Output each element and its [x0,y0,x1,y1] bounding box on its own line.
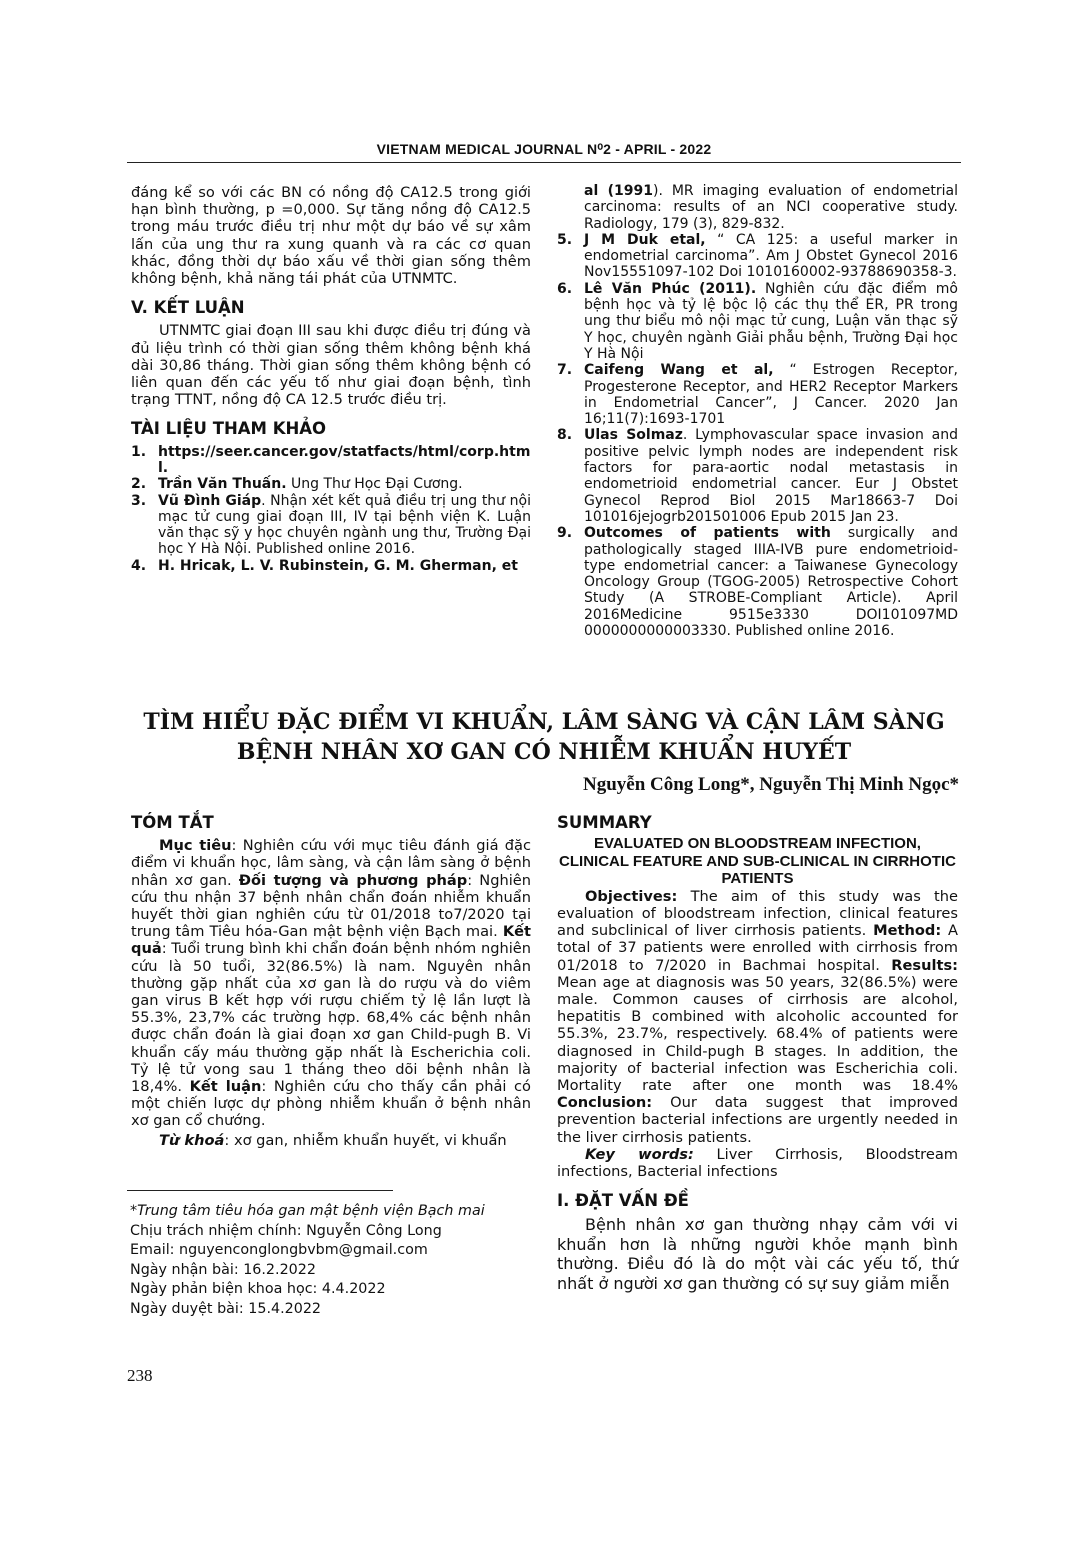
intro-text: Bệnh nhân xơ gan thường nhạy cảm với vi khuẩn hơn là những người khỏe mạnh bình thường. Điều đó là do một vài các yếu tố, thứ nhất ở người xơ gan thường có sự suy giảm miễn [557,1215,958,1293]
reference-text: Nghiên cứu đặc điểm mô bệnh học và tỷ lệ bộc lộ các thụ thể ER, PR trong ung thư biểu mô nội mạc tử cung, Luận văn thạc sỹ Y học, chuyên ngành Giải phẫu bệnh, Trường Đại học Y Hà Nội [584,280,958,362]
reference-number: 1. [131,443,147,460]
results-en-label: Results: [891,956,958,974]
accepted-date: Ngày duyệt bài: 15.4.2022 [130,1300,322,1317]
article-title [127,707,961,767]
reference-text: ). MR imaging evaluation of endometrial carcinoma: results of an NCI cooperative study. Radiology, 179 (3), 829-832. [584,183,958,232]
reference-item [557,281,958,362]
reference-text: . Lymphovascular space invasion and positive pelvic lymph nodes are independent risk factors for para-aortic nodal metastasis in endometrioid endometrial cancer. Eur J Obstet Gynecol Reprod Biol 2015 Mar18663-7 Doi 101016jejogrb201501006 Epub 2015 Jan 23. [584,427,959,525]
conclusion-label: Kết luận [189,1078,262,1096]
footnote-rule [127,1190,393,1191]
reference-item [557,427,958,525]
objectives-en-label: Objectives: [585,887,678,905]
reference-bold: Outcomes of patients with [584,525,831,542]
summary-heading: SUMMARY [557,813,652,832]
keywords-vn [131,1132,531,1149]
results-en-text: Mean age at diagnosis was 50 years, 32(86.5%) were male. Common causes of cirrhosis are alcohol, hepatitis B combined with alcoholic accounted for 55.3%, 23.7%, respectively. 68.4% of patients were diagnosed in Child-pugh B stages. In addition, the majority of bacterial infection was Escherichia coli. Mortality rate after one month was 18.4% [557,973,958,1094]
intro-heading: I. ĐẶT VẤN ĐỀ [557,1191,689,1211]
email: Email: nguyenconglongbvbm@gmail.com [130,1242,428,1259]
results-text: : Tuổi trung bình khi chẩn đoán bệnh nhóm nghiên cứu là 50 tuổi, 32(86.5%) là nam. Nguyên nhân thường gặp nhất của xơ gan là do rượu và do viêm gan virus B kết hợp với rượu chiếm tỷ lệ lần lượt là 55.3%, 23,7% các trường hợp. 68,4% các bệnh nhân được chẩn đoán là giai đoạn xơ gan Child-pugh B. Vi khuẩn cấy máu thường gặp nhất là Escherichia coli. Tỷ lệ tử vong sau 1 tháng theo dõi bệnh nhân là 18,4%. [131,940,531,1096]
reference-number: 6. [557,280,573,297]
reference-bold: H. Hricak, L. V. Rubinstein, G. M. Gherman, et [158,557,518,574]
reference-item [557,525,958,639]
method-en-label: Method: [873,922,942,940]
reference-number: 4. [131,557,147,574]
reference-item [131,476,531,492]
keywords-vn-label: Từ khoá [159,1131,225,1149]
reference-bold: Caifeng Wang et al, [584,362,774,379]
conclusion-heading: V. KẾT LUẬN [131,298,245,318]
summary-body [557,888,958,1146]
article-title-line2: BỆNH NHÂN XƠ GAN CÓ NHIỄM KHUẨN HUYẾT [236,739,852,765]
references-list-right [557,183,958,639]
reference-item [557,232,958,281]
reference-bold: al (1991 [584,183,653,199]
keywords-en [557,1146,958,1180]
reference-text: “ Estrogen Receptor, Progesterone Receptor, and HER2 Receptor Markers in Endometrial Cancer”, J Cancer. 2020 Jan 16;11(7):1693-1701 [584,362,958,428]
method-en-text: A total of 37 patients were enrolled with cirrhosis from 01/2018 to 7/2020 in Bachmai hospital. [557,922,958,974]
page-number: 238 [127,1366,153,1385]
received-date: Ngày nhận bài: 16.2.2022 [130,1261,316,1278]
review-date: Ngày phản biện khoa học: 4.4.2022 [130,1281,386,1298]
article-authors: Nguyễn Công Long*, Nguyễn Thị Minh Ngọc* [582,774,959,795]
reference-bold: J M Duk etal, [584,231,706,248]
continued-paragraph: đáng kể so với các BN có nồng độ CA12.5 trong giới hạn bình thường, p =0,000. Sự tăng nồng độ CA12.5 trong máu trước điều trị như một dự báo về sự xâm lấn của ung thư ra xung quanh và ra các cơ quan khác, đồng thời dự báo xấu về thời gian sống thêm không bệnh, khả năng tái phát của UTNMTC. [131,184,531,288]
summary-title: EVALUATED ON BLOODSTREAM INFECTION, CLINICAL FEATURE AND SUB-CLINICAL IN CIRRHOTIC PATIENTS [559,835,956,888]
reference-text: surgically and pathologically staged IIIA-IVB pure endometrioid-type endometrial cancer: a Taiwanese Gynecology Oncology Group (TGOG-2005) Retrospective Cohort Study (A STROBE-Compliant Article). April 2016Medicine 9515e3330 DOI101097MD 0000000000003330. Published online 2016. [584,525,958,640]
conclusion-text: UTNMTC giai đoạn III sau khi được điều trị đúng và đủ liệu trình có thời gian sống thêm không bệnh khá dài 30,86 tháng. Thời gian sống thêm không bệnh có liên quan đến các yếu tố như giai đoạn bệnh, tình trạng TTNT, nồng độ CA 12.5 trước điều trị. [131,322,531,409]
objectives-text: : Nghiên cứu với mục tiêu đánh giá đặc điểm vi khuẩn học, lâm sàng, và cận lâm sàng ở bệnh nhân xơ gan. [131,837,531,889]
affiliation [130,1202,485,1222]
reference-bold: Trần Văn Thuấn. [158,476,287,493]
reference-item [557,183,958,232]
reference-text: Ung Thư Học Đại Cương. [286,476,463,493]
conclusion-en-label: Conclusion: [557,1094,653,1112]
objectives-label: Mục tiêu [159,837,232,855]
reference-bold: Lê Văn Phúc (2011). [584,280,757,297]
abstract-vn-heading: TÓM TẮT [131,813,214,832]
journal-header: VIETNAM MEDICAL JOURNAL N⁰2 - APRIL - 2022 [376,141,712,157]
reference-text: . Nhận xét kết quả điều trị ung thư nội mạc tử cung giai đoạn III, IV tại bệnh viện K. Luận văn thạc sỹ y học chuyên ngành ung thư, Trường Đại học Y Hà Nội. Published online 2016. [158,492,531,558]
references-list-left [131,444,531,574]
responsible-author: Chịu trách nhiệm chính: Nguyễn Công Long [130,1222,442,1239]
reference-item [131,558,531,574]
reference-number: 3. [131,492,147,509]
reference-item [131,444,531,477]
reference-item [131,493,531,558]
reference-bold: Ulas Solmaz [584,427,683,444]
reference-bold: https://seer.cancer.gov/statfacts/html/corp.html. [158,443,531,476]
affiliation-text: *Trung tâm tiêu hóa gan mật bệnh viện Bạch mai [130,1203,485,1219]
reference-number: 7. [557,362,573,379]
abstract-vn [131,814,531,1149]
keywords-en-label: Key words: [585,1145,694,1163]
summary-en [557,814,958,1293]
methods-text: : Nghiên cứu thu nhận 37 bệnh nhân chẩn đoán nhiễm khuẩn huyết thời gian nghiên cứu từ 01/2018 to7/2020 tại trung tâm Tiêu hóa-Gan mật bệnh viện Bạch mai. [131,871,531,941]
reference-number: 5. [557,231,573,248]
keywords-en-text: Liver Cirrhosis, Bloodstream infections, Bacterial infections [557,1145,958,1180]
reference-text: “ CA 125: a useful marker in endometrial carcinoma”. Am J Obstet Gynecol 2016 Nov15551097-102 Doi 1010160002-93788690358-3. [584,231,958,281]
abstract-vn-body [131,837,531,1129]
references-heading: TÀI LIỆU THAM KHẢO [131,419,327,439]
reference-number: 2. [131,476,147,493]
footnote [130,1202,485,1320]
keywords-vn-text: : xơ gan, nhiễm khuẩn huyết, vi khuẩn [224,1131,507,1149]
reference-item [557,362,958,427]
conclusion-en-text: Our data suggest that improved prevention bacterial infections are urgently needed in the liver cirrhosis patients. [557,1094,958,1146]
reference-number: 8. [557,427,573,444]
right-column-top [557,183,958,639]
header-rule [127,162,961,163]
results-label: Kết quả [131,923,531,958]
left-column-top [131,184,531,574]
article-title-line1: TÌM HIỂU ĐẶC ĐIỂM VI KHUẨN, LÂM SÀNG VÀ CẬN LÂM SÀNG [143,709,945,735]
methods-label: Đối tượng và phương pháp [238,871,468,889]
reference-bold: Vũ Đình Giáp [158,492,262,509]
conclusion-text-vn: : Nghiên cứu cho thấy cần phải có một chiến lược dự phòng nhiễm khuẩn ở bệnh nhân xơ gan cổ chướng. [131,1078,531,1130]
objectives-en-text: The aim of this study was the evaluation of bloodstream infection, clinical features and subclinical of liver cirrhosis patients. [557,887,958,940]
reference-number: 9. [557,525,573,542]
